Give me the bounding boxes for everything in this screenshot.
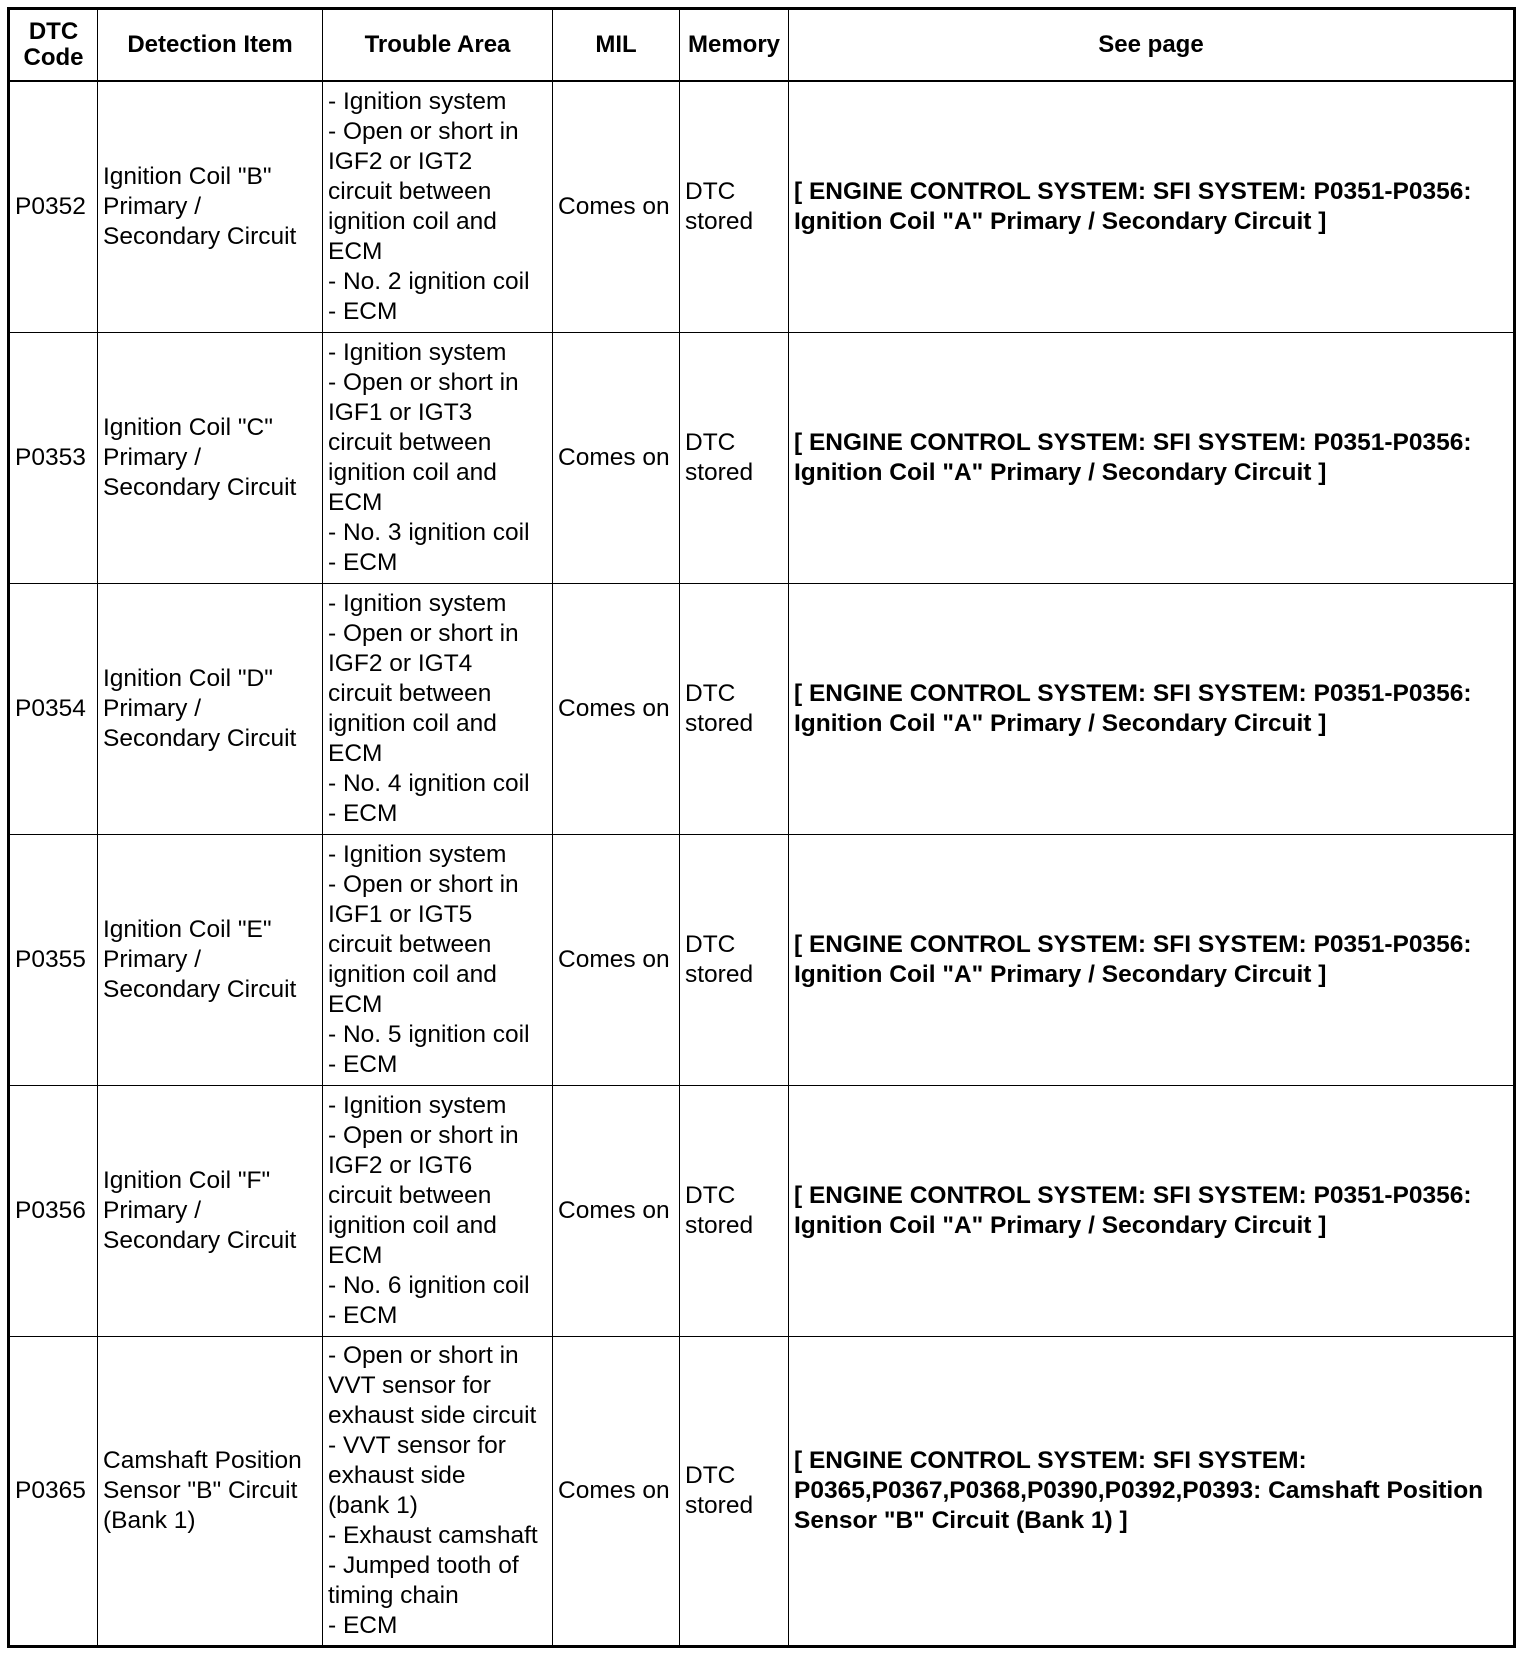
- memory-line: DTC: [685, 178, 736, 205]
- detection-item-cell: [98, 81, 323, 333]
- detection-item-line: Primary /: [103, 695, 201, 722]
- see-page-link[interactable]: [ ENGINE CONTROL SYSTEM: SFI SYSTEM: P0351-P0356: Ignition Coil "A" Primary / Secondary Circuit ]: [789, 1086, 1515, 1337]
- trouble-area-line: ECM: [328, 1242, 383, 1269]
- detection-item-line: Primary /: [103, 946, 201, 973]
- trouble-area-line: timing chain: [328, 1582, 459, 1609]
- trouble-area-line: IGF2 or IGT6: [328, 1152, 473, 1179]
- trouble-area-line: - Open or short in: [328, 118, 519, 145]
- dtc-table: [7, 7, 1516, 1648]
- see-page-link[interactable]: [ ENGINE CONTROL SYSTEM: SFI SYSTEM: P0365,P0367,P0368,P0390,P0392,P0393: Camshaft Position Sensor "B" Circuit (Bank 1) ]: [789, 1337, 1515, 1647]
- detection-item-line: Camshaft Position: [103, 1447, 302, 1474]
- mil-cell: Comes on: [553, 333, 680, 584]
- detection-item-line: Primary /: [103, 193, 201, 220]
- trouble-area-line: - Jumped tooth of: [328, 1552, 519, 1579]
- trouble-area-line: ECM: [328, 740, 383, 767]
- table-row: [9, 333, 1515, 584]
- trouble-area-line: - ECM: [328, 549, 398, 576]
- see-page-link[interactable]: [ ENGINE CONTROL SYSTEM: SFI SYSTEM: P0351-P0356: Ignition Coil "A" Primary / Secondary Circuit ]: [789, 81, 1515, 333]
- trouble-area-line: - ECM: [328, 800, 398, 827]
- detection-item-cell: [98, 333, 323, 584]
- detection-item-line: Primary /: [103, 1197, 201, 1224]
- see-page-link[interactable]: [ ENGINE CONTROL SYSTEM: SFI SYSTEM: P0351-P0356: Ignition Coil "A" Primary / Secondary Circuit ]: [789, 584, 1515, 835]
- trouble-area-line: - Ignition system: [328, 88, 507, 115]
- trouble-area-line: - No. 4 ignition coil: [328, 770, 530, 797]
- trouble-area-line: ECM: [328, 489, 383, 516]
- trouble-area-line: - Open or short in: [328, 369, 519, 396]
- trouble-area-line: circuit between: [328, 429, 492, 456]
- trouble-area-line: ECM: [328, 991, 383, 1018]
- trouble-area-line: - ECM: [328, 1612, 398, 1639]
- memory-cell: [680, 1086, 789, 1337]
- trouble-area-line: circuit between: [328, 931, 492, 958]
- mil-cell: Comes on: [553, 584, 680, 835]
- detection-item-line: (Bank 1): [103, 1507, 196, 1534]
- trouble-area-line: - No. 3 ignition coil: [328, 519, 530, 546]
- header-trouble-area: Trouble Area: [323, 9, 553, 82]
- trouble-area-line: - No. 5 ignition coil: [328, 1021, 530, 1048]
- detection-item-line: Ignition Coil "B": [103, 163, 272, 190]
- trouble-area-line: - No. 6 ignition coil: [328, 1272, 530, 1299]
- memory-cell: [680, 835, 789, 1086]
- memory-line: DTC: [685, 931, 736, 958]
- trouble-area-line: ignition coil and: [328, 459, 497, 486]
- detection-item-line: Sensor "B" Circuit: [103, 1477, 298, 1504]
- table-row: [9, 1337, 1515, 1647]
- trouble-area-line: - VVT sensor for: [328, 1432, 506, 1459]
- memory-cell: [680, 81, 789, 333]
- trouble-area-line: exhaust side: [328, 1462, 466, 1489]
- detection-item-line: Primary /: [103, 444, 201, 471]
- header-row: [9, 9, 1515, 82]
- trouble-area-line: exhaust side circuit: [328, 1402, 537, 1429]
- trouble-area-line: IGF2 or IGT4: [328, 650, 473, 677]
- dtc-code-cell: P0352: [9, 81, 98, 333]
- trouble-area-cell: [323, 835, 553, 1086]
- header-detection-item: Detection Item: [98, 9, 323, 82]
- detection-item-line: Ignition Coil "E": [103, 916, 272, 943]
- trouble-area-line: ignition coil and: [328, 710, 497, 737]
- memory-line: DTC: [685, 680, 736, 707]
- detection-item-line: Secondary Circuit: [103, 223, 297, 250]
- dtc-code-cell: P0365: [9, 1337, 98, 1647]
- memory-cell: [680, 584, 789, 835]
- memory-line: stored: [685, 459, 754, 486]
- trouble-area-line: IGF1 or IGT5: [328, 901, 473, 928]
- mil-cell: Comes on: [553, 835, 680, 1086]
- trouble-area-line: ignition coil and: [328, 961, 497, 988]
- trouble-area-cell: [323, 1086, 553, 1337]
- dtc-code-cell: P0356: [9, 1086, 98, 1337]
- memory-line: stored: [685, 1212, 754, 1239]
- trouble-area-line: ignition coil and: [328, 1212, 497, 1239]
- detection-item-cell: [98, 584, 323, 835]
- trouble-area-line: - Open or short in: [328, 1342, 519, 1369]
- trouble-area-line: - ECM: [328, 1051, 398, 1078]
- trouble-area-cell: [323, 81, 553, 333]
- memory-line: stored: [685, 961, 754, 988]
- memory-line: DTC: [685, 1182, 736, 1209]
- memory-line: DTC: [685, 1462, 736, 1489]
- trouble-area-line: - Open or short in: [328, 1122, 519, 1149]
- see-page-link[interactable]: [ ENGINE CONTROL SYSTEM: SFI SYSTEM: P0351-P0356: Ignition Coil "A" Primary / Secondary Circuit ]: [789, 333, 1515, 584]
- trouble-area-line: circuit between: [328, 680, 492, 707]
- detection-item-line: Secondary Circuit: [103, 976, 297, 1003]
- trouble-area-line: circuit between: [328, 178, 492, 205]
- mil-cell: Comes on: [553, 1086, 680, 1337]
- trouble-area-line: - Ignition system: [328, 339, 507, 366]
- detection-item-line: Secondary Circuit: [103, 725, 297, 752]
- detection-item-cell: [98, 1086, 323, 1337]
- trouble-area-line: - Ignition system: [328, 1092, 507, 1119]
- trouble-area-line: - Ignition system: [328, 841, 507, 868]
- table-row: [9, 584, 1515, 835]
- detection-item-line: Ignition Coil "C": [103, 414, 273, 441]
- trouble-area-line: - No. 2 ignition coil: [328, 268, 530, 295]
- trouble-area-line: - Ignition system: [328, 590, 507, 617]
- trouble-area-line: - Exhaust camshaft: [328, 1522, 538, 1549]
- trouble-area-line: IGF2 or IGT2: [328, 148, 473, 175]
- trouble-area-line: - Open or short in: [328, 620, 519, 647]
- trouble-area-cell: [323, 584, 553, 835]
- table-body: [9, 81, 1515, 1647]
- header-mil: MIL: [553, 9, 680, 82]
- trouble-area-line: - ECM: [328, 1302, 398, 1329]
- detection-item-line: Ignition Coil "F": [103, 1167, 271, 1194]
- detection-item-line: Ignition Coil "D": [103, 665, 273, 692]
- table-row: [9, 1086, 1515, 1337]
- dtc-code-cell: P0354: [9, 584, 98, 835]
- trouble-area-cell: [323, 333, 553, 584]
- dtc-code-cell: P0355: [9, 835, 98, 1086]
- trouble-area-line: IGF1 or IGT3: [328, 399, 473, 426]
- table-row: [9, 81, 1515, 333]
- mil-cell: Comes on: [553, 81, 680, 333]
- table-row: [9, 835, 1515, 1086]
- trouble-area-line: VVT sensor for: [328, 1372, 491, 1399]
- trouble-area-line: ECM: [328, 238, 383, 265]
- header-dtc-code: DTC Code: [9, 9, 98, 82]
- memory-line: stored: [685, 208, 754, 235]
- trouble-area-cell: [323, 1337, 553, 1647]
- memory-cell: [680, 333, 789, 584]
- see-page-link[interactable]: [ ENGINE CONTROL SYSTEM: SFI SYSTEM: P0351-P0356: Ignition Coil "A" Primary / Secondary Circuit ]: [789, 835, 1515, 1086]
- memory-line: DTC: [685, 429, 736, 456]
- header-see-page: See page: [789, 9, 1515, 82]
- memory-line: stored: [685, 710, 754, 737]
- memory-line: stored: [685, 1492, 754, 1519]
- detection-item-line: Secondary Circuit: [103, 474, 297, 501]
- trouble-area-line: - ECM: [328, 298, 398, 325]
- header-memory: Memory: [680, 9, 789, 82]
- memory-cell: [680, 1337, 789, 1647]
- mil-cell: Comes on: [553, 1337, 680, 1647]
- detection-item-cell: [98, 1337, 323, 1647]
- trouble-area-line: - Open or short in: [328, 871, 519, 898]
- trouble-area-line: (bank 1): [328, 1492, 418, 1519]
- trouble-area-line: circuit between: [328, 1182, 492, 1209]
- detection-item-cell: [98, 835, 323, 1086]
- detection-item-line: Secondary Circuit: [103, 1227, 297, 1254]
- dtc-code-cell: P0353: [9, 333, 98, 584]
- trouble-area-line: ignition coil and: [328, 208, 497, 235]
